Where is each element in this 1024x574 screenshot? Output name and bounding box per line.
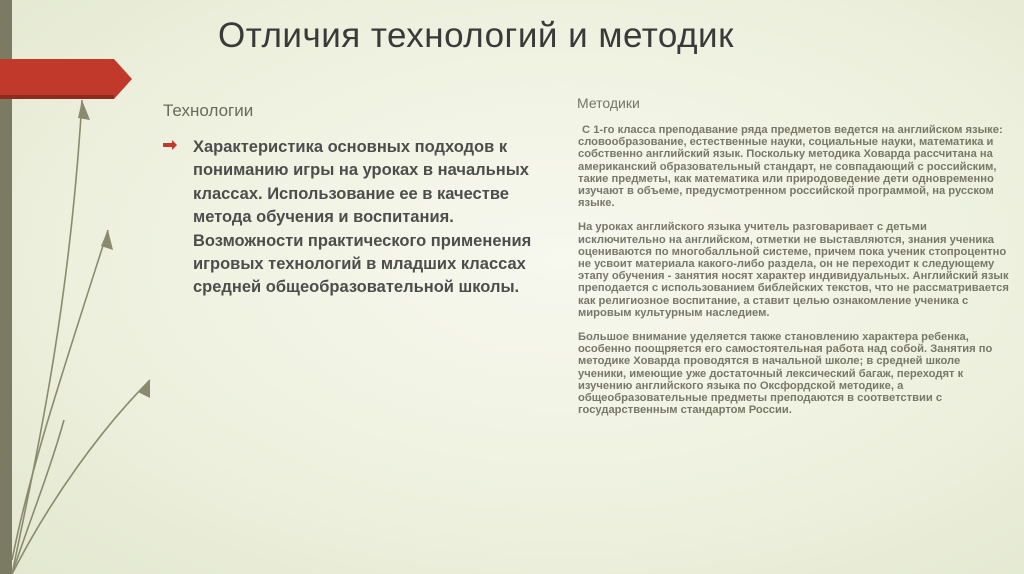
methods-text	[578, 124, 1010, 428]
technologies-bullet-text: Характеристика основных подходов к пониманию игры на уроках в начальных классах. Использование ее в качестве метода обучения и воспитания. Возможности практического применения игровых технологий в младших классах средней общеобразовательной школы.	[193, 138, 532, 297]
arrow-bullet-icon	[163, 140, 177, 150]
methods-paragraph: На уроках английского языка учитель разговаривает с детьми исключительно на английском, отметки не выставляются, знания ученика оцениваются по многобалльной системе, причем пока ученик стопроцентно не усвоит материала какого-либо раздела, он не переходит к следующему этапу обучения - занятия носят характер индивидуальных. Английский язык преподается с использованием библейских текстов, что не рассматривается как религиозное воспитание, а ставит целью ознакомление ученика с мировым культурным наследием.	[578, 221, 1009, 319]
page-title: Отличия технологий и методик	[218, 16, 734, 55]
methods-heading: Методики	[577, 95, 640, 111]
technologies-heading: Технологии	[163, 101, 254, 120]
methods-paragraph: С 1-го класса преподавание ряда предметов ведется на английском языке: словообразование, естественные науки, социальные науки, математика и собственно английский язык. Поскольку методика Ховарда рассчитана на американский образовательный стандарт, не совпадающий с российским, такие предметы, как математика или природоведение дети одновременно изучают в объеме, предусмотренном российской программой, на русском языке.	[578, 124, 1003, 210]
title-banner-arrow	[0, 59, 132, 99]
methods-paragraph: Большое внимание уделяется также становлению характера ребенка, особенно поощряется его самостоятельная работа над собой. Занятия по методике Ховарда проводятся в начальной школе; в средней школе ученики, имеющие уже достаточный лексический багаж, переходят к изучению английского языка по Оксфордской методике, а общеобразовательные предметы преподаются в соответствии с государственным стандартом России.	[578, 331, 993, 417]
technologies-bullet	[163, 136, 538, 300]
